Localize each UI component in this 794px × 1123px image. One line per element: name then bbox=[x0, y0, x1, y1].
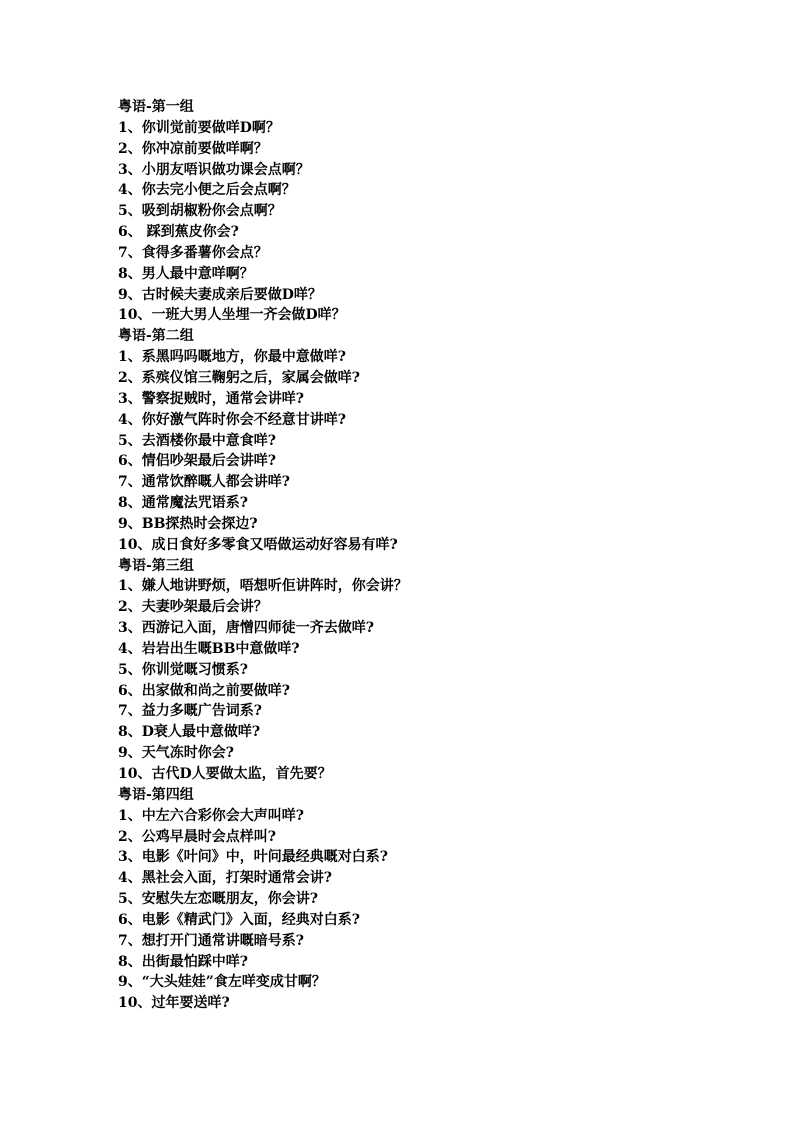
question-item: 5、你训觉嘅习惯系? bbox=[118, 661, 248, 678]
question-item: 8、男人最中意咩啊？ bbox=[118, 265, 254, 282]
question-item: 2、系殡仪馆三鞠躬之后，家属会做咩? bbox=[118, 369, 360, 386]
question-item: 10、古代D人要做太监，首先要？ bbox=[118, 766, 332, 782]
document-body bbox=[118, 97, 768, 1014]
question-item: 5、去酒楼你最中意食咩? bbox=[118, 432, 276, 449]
quiz-group-4 bbox=[118, 785, 768, 1014]
question-item: 6、出家做和尚之前要做咩? bbox=[118, 682, 290, 699]
group-heading: 粤语-第四组 bbox=[118, 786, 194, 803]
question-item: 9、“大头娃娃”食左咩变成甘啊？ bbox=[118, 974, 326, 991]
question-item: 4、岩岩出生嘅BB中意做咩? bbox=[118, 640, 300, 657]
question-item: 10、过年要送咩? bbox=[118, 995, 230, 1012]
question-item: 6、电影《精武门》入面，经典对白系? bbox=[118, 911, 360, 928]
quiz-group-1 bbox=[118, 97, 768, 326]
group-heading: 粤语-第二组 bbox=[118, 328, 194, 345]
question-item: 10、一班大男人坐埋一齐会做D咩？ bbox=[118, 307, 346, 324]
question-item: 7、食得多番薯你会点？ bbox=[118, 244, 268, 261]
question-item: 2、夫妻吵架最后会讲？ bbox=[118, 599, 268, 616]
question-item: 8、D衰人最中意做咩? bbox=[118, 724, 261, 741]
group-heading: 粤语-第三组 bbox=[118, 557, 194, 574]
question-item: 5、安慰失左恋嘅朋友，你会讲? bbox=[118, 891, 318, 908]
question-item: 3、小朋友唔识做功课会点啊？ bbox=[118, 161, 310, 178]
question-item: 7、通常饮醉嘅人都会讲咩? bbox=[118, 474, 290, 491]
question-item: 9、天气冻时你会? bbox=[118, 745, 234, 762]
question-item: 4、黑社会入面，打架时通常会讲? bbox=[118, 870, 332, 887]
question-item: 3、西游记入面，唐憎四师徒一齐去做咩? bbox=[118, 620, 374, 637]
question-item: 4、你好激气阵时你会不经意甘讲咩? bbox=[118, 411, 346, 428]
question-item: 8、出街最怕踩中咩? bbox=[118, 953, 248, 970]
question-item: 1、中左六合彩你会大声叫咩? bbox=[118, 807, 304, 824]
question-item: 7、益力多嘅广告词系? bbox=[118, 703, 262, 720]
question-item: 7、想打开门通常讲嘅暗号系? bbox=[118, 932, 304, 949]
question-item: 6、情侣吵架最后会讲咩? bbox=[118, 453, 276, 470]
question-item: 9、古时候夫妻成亲后要做D咩？ bbox=[118, 286, 322, 303]
question-item: 2、公鸡早晨时会点样叫? bbox=[118, 828, 276, 845]
question-item: 6、 踩到蕉皮你会? bbox=[118, 224, 239, 241]
question-item: 1、嫌人地讲野烦，唔想听佢讲阵时，你会讲？ bbox=[118, 578, 408, 595]
question-item: 1、系黑吗吗嘅地方，你最中意做咩? bbox=[118, 349, 346, 366]
question-item: 9、BB探热时会探边? bbox=[118, 515, 258, 532]
quiz-group-2 bbox=[118, 326, 768, 555]
quiz-group-3 bbox=[118, 556, 768, 785]
question-item: 10、成日食好多零食又唔做运动好容易有咩? bbox=[118, 536, 398, 553]
question-item: 3、警察捉贼时，通常会讲咩? bbox=[118, 390, 304, 407]
question-item: 1、你训觉前要做咩D啊？ bbox=[118, 119, 280, 136]
question-item: 2、你冲凉前要做咩啊？ bbox=[118, 140, 268, 157]
question-item: 3、电影《叶问》中，叶问最经典嘅对白系? bbox=[118, 849, 388, 866]
group-heading: 粤语-第一组 bbox=[118, 99, 194, 115]
question-item: 5、吸到胡椒粉你会点啊？ bbox=[118, 203, 282, 220]
question-item: 8、通常魔法咒语系? bbox=[118, 495, 248, 512]
question-item: 4、你去完小便之后会点啊？ bbox=[118, 182, 296, 199]
